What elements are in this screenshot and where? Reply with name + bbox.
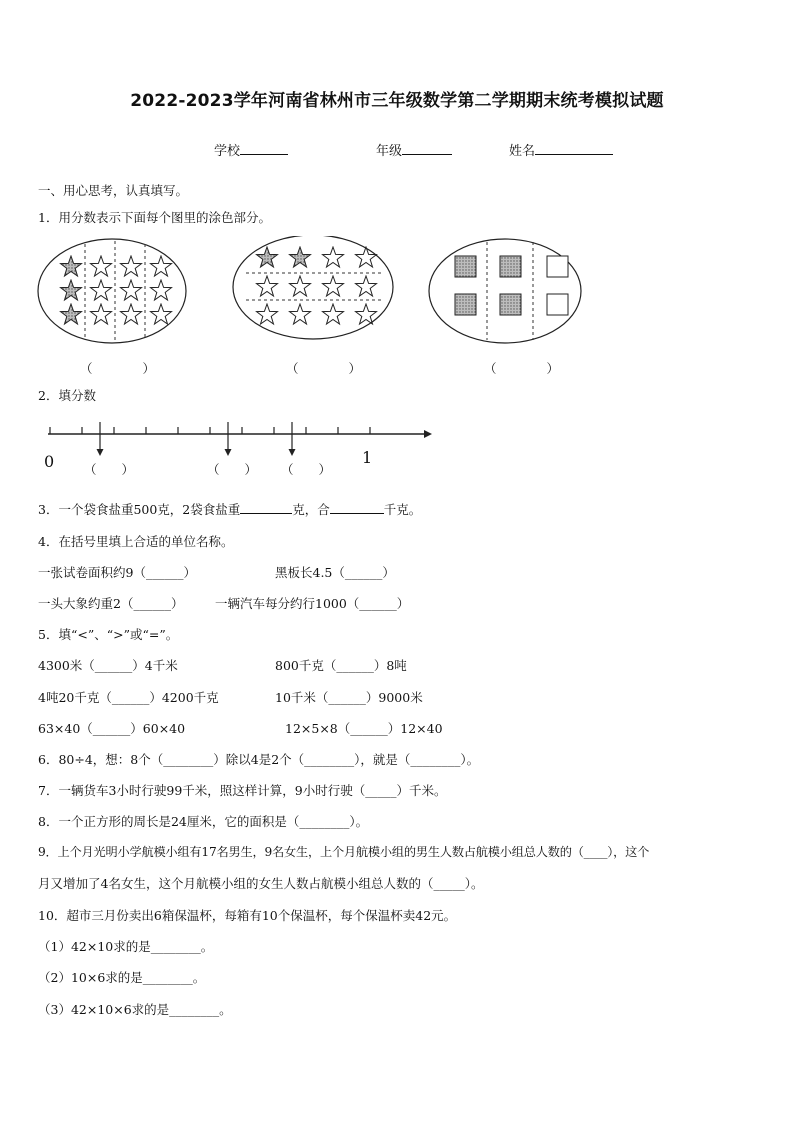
page-title: 2022-2023学年河南省林州市三年级数学第二学期期末统考模拟试题 (130, 91, 664, 111)
star (91, 280, 112, 300)
section-heading: 一、用心思考，认真填写。 (38, 183, 189, 198)
star (91, 304, 112, 324)
q4-item-3[interactable]: 一头大象约重2（______） (38, 596, 184, 611)
q5-item-6[interactable]: 12×5×8（______）12×40 (285, 721, 443, 736)
q4-item-2[interactable]: 黑板长4.5（______） (275, 565, 395, 580)
question-9-line-1[interactable]: 9．上个月光明小学航模小组有17名男生，9名女生，上个月航模小组的男生人数占航模小组总人数的（____），这个 (38, 845, 650, 859)
star (257, 276, 278, 296)
q3-text-a: 3．一个袋食盐重500克，2袋食盐重 (38, 502, 241, 517)
number-line-markers (97, 422, 296, 456)
q1-answer-3[interactable]: （ ） (484, 361, 560, 376)
name-field[interactable] (509, 140, 613, 159)
question-9-line-2[interactable]: 月又增加了4名女生，这个月航模小组的女生人数占航模小组总人数的（_____）。 (38, 876, 484, 891)
q10-part-1[interactable]: （1）42×10求的是________。 (38, 939, 214, 954)
figure-2-ellipse (233, 236, 393, 339)
square-shaded (455, 256, 476, 277)
figure-1-ellipse (38, 239, 186, 343)
name-blank[interactable] (535, 141, 613, 155)
star (323, 247, 344, 267)
q5-item-1[interactable]: 4300米（______）4千米 (38, 658, 178, 673)
star (257, 304, 278, 324)
q10-part-3[interactable]: （3）42×10×6求的是________。 (38, 1002, 232, 1017)
star (121, 280, 142, 300)
grade-label: 年级 (376, 144, 403, 159)
q2-answer-2[interactable]: （ ） (207, 462, 258, 477)
q4-item-4[interactable]: 一辆汽车每分约行1000（______） (215, 596, 410, 611)
question-7[interactable]: 7．一辆货车3小时行驶99千米，照这样计算，9小时行驶（_____）千米。 (38, 783, 447, 798)
q2-answer-1[interactable]: （ ） (84, 462, 135, 477)
grade-field[interactable] (376, 140, 452, 159)
star (323, 304, 344, 324)
q3-text-b: 克，合 (292, 502, 330, 517)
number-line-marker-head (97, 449, 104, 456)
q5-item-2[interactable]: 800千克（______）8吨 (275, 658, 407, 673)
star (151, 256, 172, 276)
star (323, 276, 344, 296)
question-2-text: 2．填分数 (38, 388, 96, 403)
square-shaded (500, 256, 521, 277)
star (356, 276, 377, 296)
square-empty (547, 294, 568, 315)
number-line-marker-head (225, 449, 232, 456)
question-10-text: 10．超市三月份卖出6箱保温杯，每箱有10个保温杯，每个保温杯卖42元。 (38, 908, 457, 923)
q5-item-3[interactable]: 4吨20千克（______）4200千克 (38, 690, 219, 705)
star (290, 276, 311, 296)
star (91, 256, 112, 276)
q3-blank-1[interactable] (240, 500, 292, 514)
school-blank[interactable] (240, 141, 288, 155)
star (151, 280, 172, 300)
star-shaded (61, 280, 82, 300)
number-line-marker-head (289, 449, 296, 456)
question-6[interactable]: 6．80÷4，想：8个（________）除以4是2个（________），就是（________）。 (38, 752, 480, 767)
star (151, 304, 172, 324)
q2-answer-3[interactable]: （ ） (281, 462, 332, 477)
school-field[interactable] (214, 140, 288, 159)
question-1-text: 1．用分数表示下面每个图里的涂色部分。 (38, 210, 271, 225)
number-line-arrowhead (424, 430, 432, 438)
star (356, 247, 377, 267)
star-shaded (257, 247, 278, 267)
q1-answer-1[interactable]: （ ） (80, 361, 156, 376)
q4-item-1[interactable]: 一张试卷面积约9（______） (38, 565, 196, 580)
figure-2 (233, 236, 393, 339)
q5-item-4[interactable]: 10千米（______）9000米 (275, 690, 423, 705)
q3-text-c: 千克。 (383, 502, 422, 517)
question-5-text: 5．填“<”、“>”或“=”。 (38, 627, 179, 642)
school-label: 学校 (214, 144, 241, 159)
figure-1 (38, 239, 186, 343)
grade-blank[interactable] (402, 141, 452, 155)
star-shaded (61, 256, 82, 276)
star (121, 256, 142, 276)
question-4-text: 4．在括号里填上合适的单位名称。 (38, 534, 234, 549)
figure-3 (429, 239, 581, 343)
q1-figures (30, 236, 775, 356)
name-label: 姓名 (509, 144, 536, 159)
number-line-ticks (50, 427, 370, 434)
square-shaded (500, 294, 521, 315)
star (290, 304, 311, 324)
q5-item-5[interactable]: 63×40（______）60×40 (38, 721, 186, 736)
q10-part-2[interactable]: （2）10×6求的是________。 (38, 970, 206, 985)
square-empty (547, 256, 568, 277)
star-shaded (290, 247, 311, 267)
star-shaded (61, 304, 82, 324)
question-8[interactable]: 8．一个正方形的周长是24厘米，它的面积是（________）。 (38, 814, 369, 829)
square-shaded (455, 294, 476, 315)
number-line-one: 1 (362, 448, 373, 467)
q1-answer-2[interactable]: （ ） (286, 361, 362, 376)
q3-blank-2[interactable] (330, 500, 384, 514)
figure-3-ellipse (429, 239, 581, 343)
question-3 (38, 500, 421, 518)
star (121, 304, 142, 324)
number-line-zero: 0 (44, 452, 55, 471)
